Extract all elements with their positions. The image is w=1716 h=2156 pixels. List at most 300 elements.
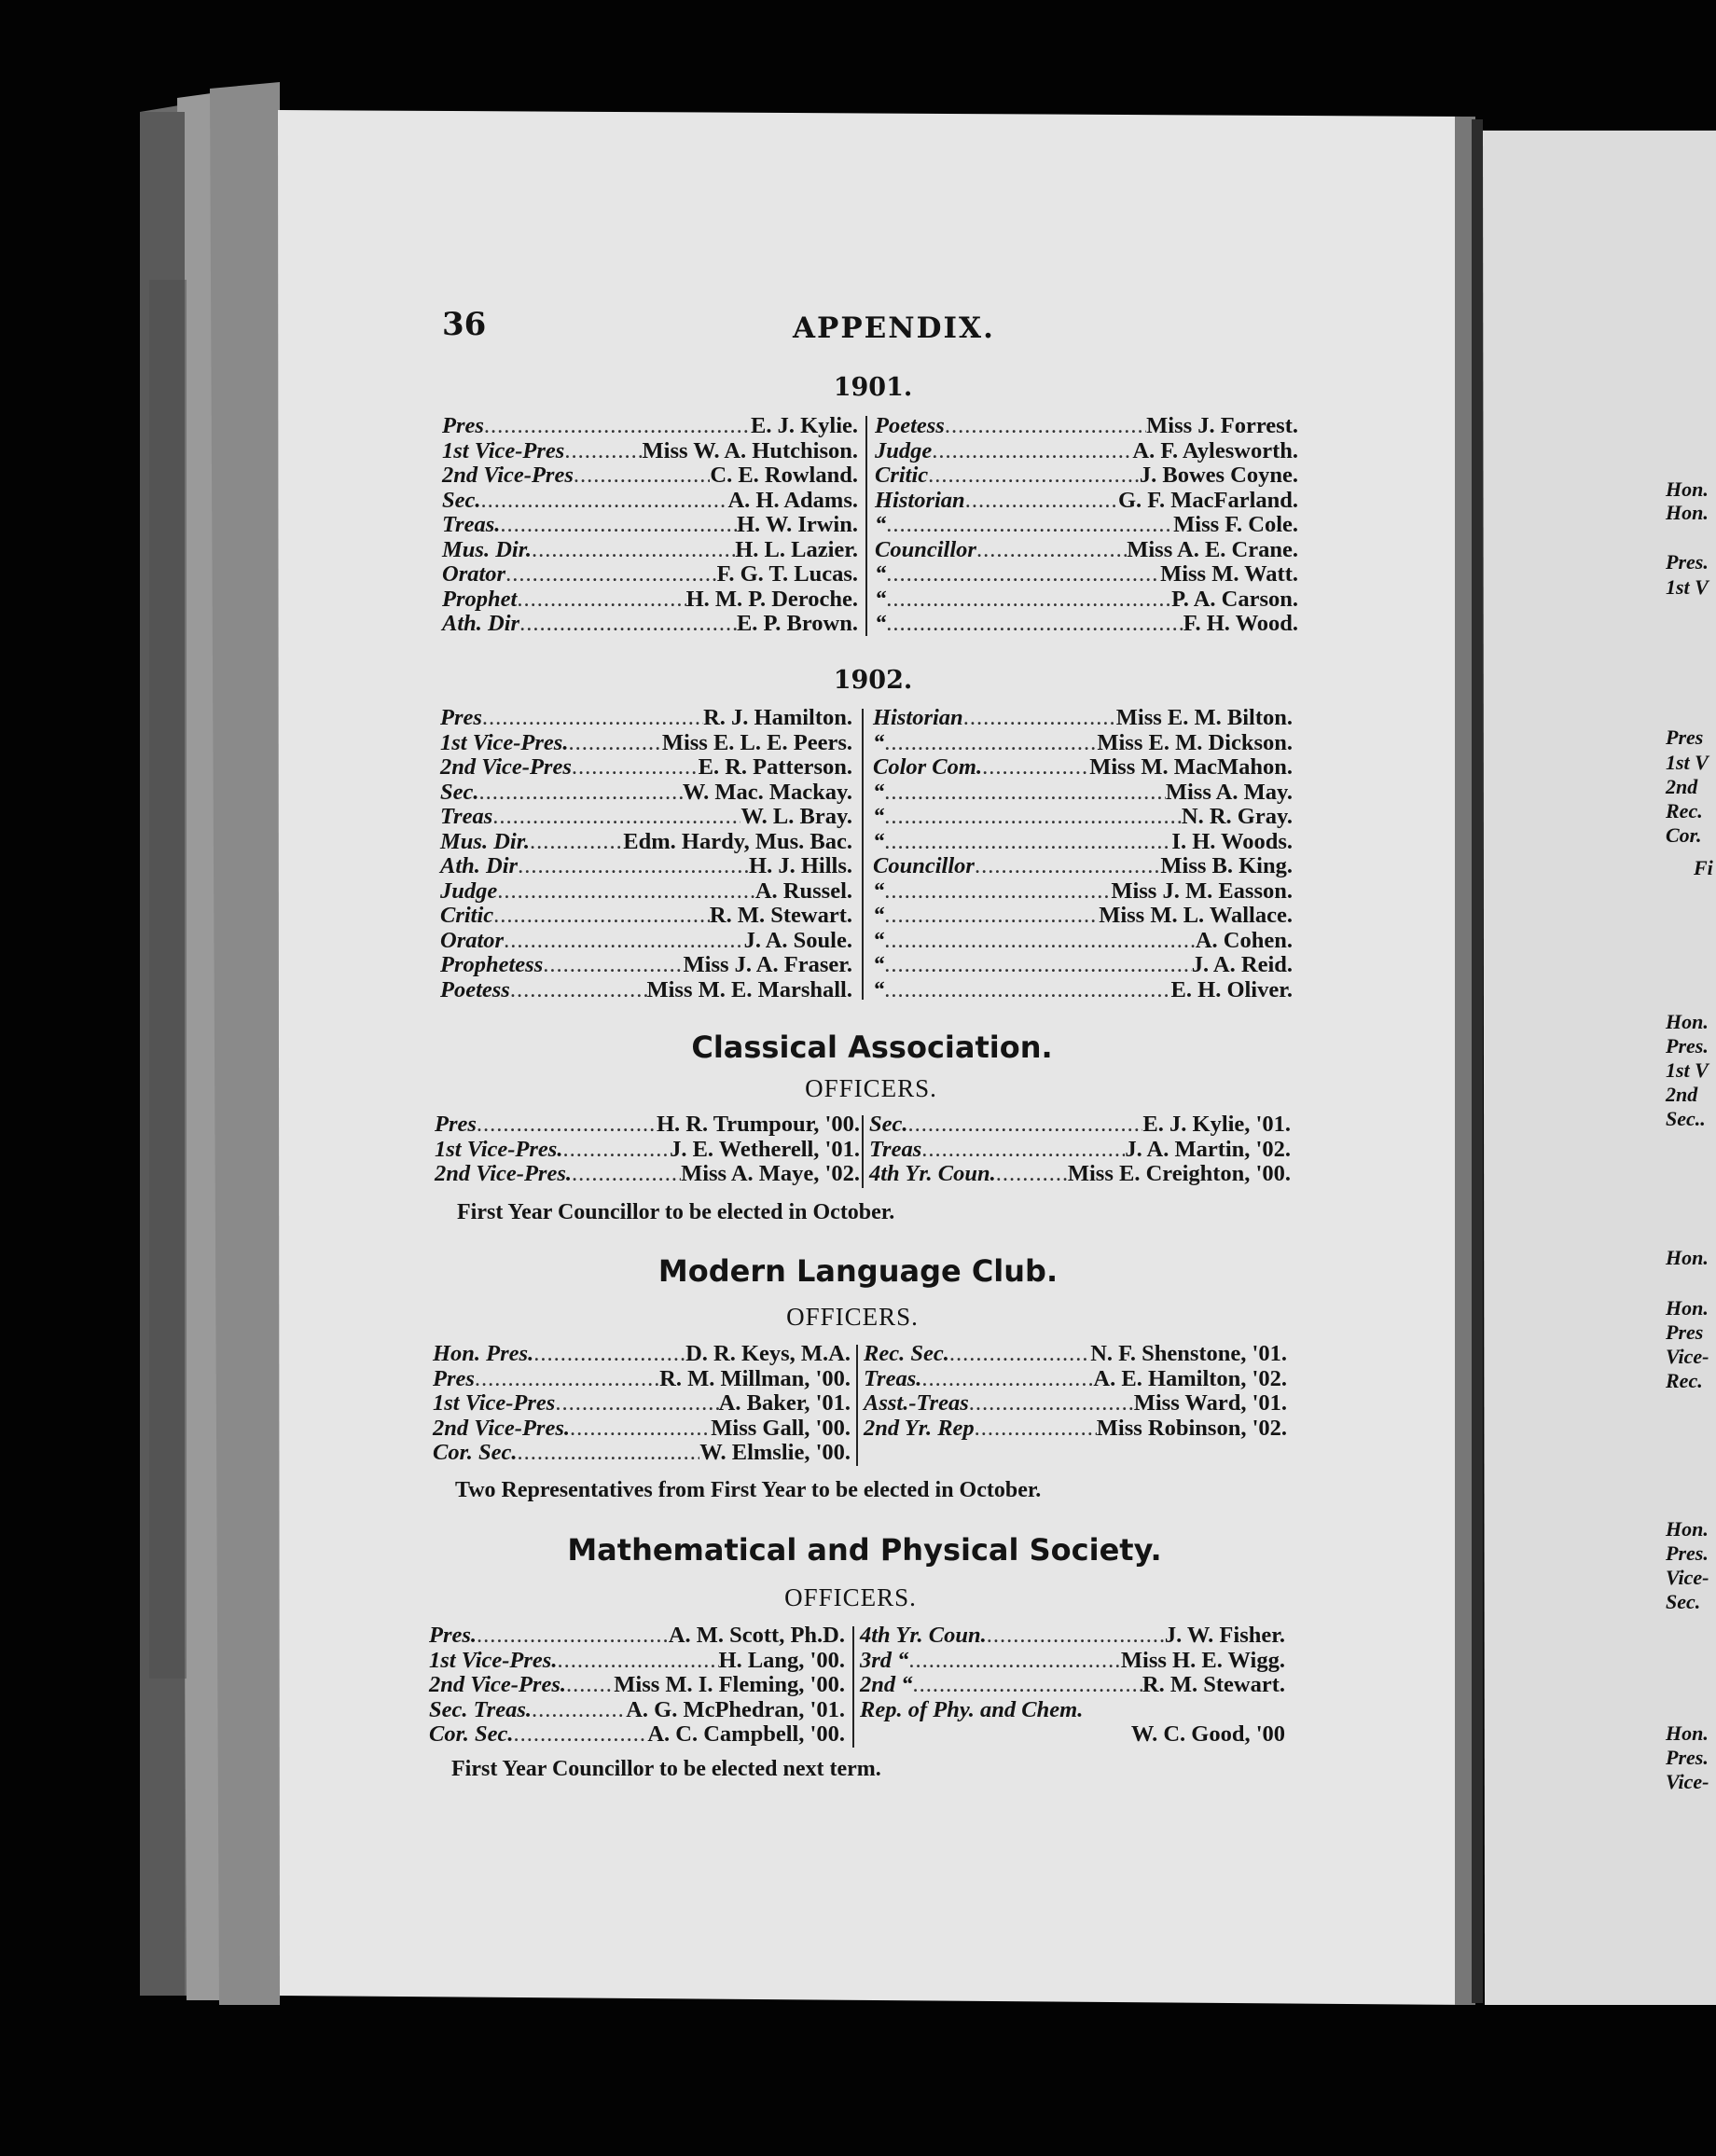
leader-dots	[497, 879, 755, 905]
next-page-fragment: Vice-	[1666, 1566, 1709, 1589]
year-1902-right-column	[873, 706, 1293, 1002]
officer-row	[873, 904, 1293, 929]
officer-row	[860, 1673, 1285, 1698]
officer-title: 2nd Vice-Pres.	[433, 1415, 570, 1441]
officer-title: Rec. Sec.	[864, 1341, 949, 1366]
leader-dots	[884, 904, 1099, 929]
leader-dots	[908, 1113, 1143, 1138]
leader-dots	[928, 463, 1140, 489]
officer-row	[433, 1441, 851, 1466]
classical-officers-heading: OFFICERS.	[805, 1074, 937, 1102]
officer-title: Rep. of Phy. and Chem.	[860, 1696, 1084, 1722]
officer-title: Treas	[440, 804, 493, 829]
modern-left-column	[433, 1342, 851, 1466]
officer-name: A. Baker, '01.	[718, 1390, 851, 1416]
year-1902-left-column	[440, 706, 852, 1002]
leader-dots	[481, 489, 728, 514]
leader-dots	[514, 1722, 648, 1748]
leader-dots	[921, 1138, 1125, 1163]
column-divider	[852, 1626, 854, 1748]
officer-title: Judge	[875, 437, 933, 463]
next-page-fragment: Hon.	[1666, 1296, 1709, 1320]
math-physical-society-title: Mathematical and Physical Society.	[567, 1532, 1162, 1568]
officer-name: C. E. Rowland.	[710, 463, 858, 488]
officer-name: H. M. P. Deroche.	[685, 586, 858, 612]
leader-dots	[963, 706, 1116, 731]
officer-title: Sec.	[440, 779, 479, 805]
leader-dots	[945, 414, 1146, 439]
officer-row	[440, 904, 852, 929]
classical-association-title: Classical Association.	[691, 1030, 1053, 1065]
officer-name: N. R. Gray.	[1181, 804, 1293, 829]
officer-title: “	[875, 586, 887, 612]
leader-dots	[475, 1367, 659, 1392]
officer-name: Miss M. L. Wallace.	[1099, 903, 1293, 928]
officer-name: Miss E. Creighton, '00.	[1067, 1161, 1291, 1186]
leader-dots	[530, 830, 623, 855]
officer-name: Miss B. King.	[1160, 853, 1293, 878]
officer-name: H. R. Trumpour, '00.	[656, 1112, 860, 1137]
officer-row	[864, 1342, 1287, 1367]
year-1901-heading: 1901.	[833, 373, 913, 402]
officer-name: F. H. Wood.	[1183, 611, 1298, 636]
officer-name: R. J. Hamilton.	[703, 705, 852, 730]
officer-title: Councillor	[873, 853, 975, 878]
officer-title: “	[875, 561, 887, 587]
officer-row	[875, 538, 1298, 563]
officer-row	[873, 706, 1293, 731]
next-page-fragment: 2nd	[1666, 1083, 1698, 1106]
year-1902-heading: 1902.	[833, 666, 913, 695]
officer-name: P. A. Carson.	[1171, 586, 1298, 612]
officer-name: H. J. Hills.	[749, 853, 852, 878]
leader-dots	[555, 1391, 718, 1417]
officer-title: Sec. Treas.	[429, 1696, 532, 1722]
officer-title: Sec.	[869, 1112, 908, 1137]
officer-title: Pres	[440, 705, 482, 730]
officer-row	[433, 1342, 851, 1367]
officer-name: Miss M. MacMahon.	[1089, 754, 1293, 780]
officer-row	[440, 854, 852, 879]
officer-title: Judge	[440, 878, 498, 904]
officer-name: A. G. McPhedran, '01.	[626, 1696, 845, 1722]
column-divider	[856, 1345, 858, 1466]
officer-name: R. M. Stewart.	[709, 903, 852, 928]
leader-dots	[519, 612, 737, 637]
next-page-fragment: Hon.	[1666, 1246, 1709, 1269]
leader-dots	[884, 929, 1196, 954]
officer-row	[442, 439, 858, 464]
column-divider	[862, 709, 864, 1000]
next-page-fragment: 1st V	[1666, 751, 1709, 774]
officer-row	[440, 830, 852, 855]
next-page-fragment: 2nd	[1666, 775, 1698, 798]
leader-dots	[477, 1113, 657, 1138]
officer-title: 1st Vice-Pres	[442, 437, 565, 463]
next-page-fragment: Fi	[1694, 856, 1713, 879]
officer-row	[435, 1113, 860, 1138]
officer-name: Miss J. Forrest.	[1146, 413, 1298, 438]
next-page-fragment: Pres	[1666, 1320, 1704, 1344]
officer-title: Prophet	[442, 586, 518, 612]
leader-dots	[532, 1698, 626, 1723]
math-right-column	[860, 1624, 1285, 1748]
officer-name: J. A. Reid.	[1191, 952, 1293, 977]
officer-name: Miss H. E. Wigg.	[1120, 1647, 1285, 1673]
leader-dots	[886, 513, 1173, 538]
officer-title: Orator	[442, 561, 506, 587]
officer-row	[873, 929, 1293, 954]
officer-title: Treas.	[864, 1365, 922, 1391]
leader-dots	[886, 612, 1183, 637]
officer-title: Poetess	[875, 413, 945, 438]
officer-title: “	[873, 729, 885, 755]
officer-row	[429, 1722, 845, 1748]
leader-dots	[969, 1391, 1134, 1417]
next-page-fragment: Vice-	[1666, 1345, 1709, 1368]
officer-row	[873, 781, 1293, 806]
officer-row	[442, 489, 858, 514]
officer-row	[442, 513, 858, 538]
leader-dots	[908, 1649, 1121, 1674]
officer-row	[864, 1391, 1287, 1417]
officer-name: E. H. Oliver.	[1170, 976, 1293, 1002]
officer-name: Miss J. A. Fraser.	[683, 952, 852, 977]
leader-dots	[965, 489, 1118, 514]
officer-title: Prophetess	[440, 952, 544, 977]
officer-name: W. C. Good, '00	[1130, 1721, 1285, 1747]
officer-row	[440, 706, 852, 731]
next-page-fragment: Rec.	[1666, 1369, 1703, 1392]
officer-row	[873, 953, 1293, 978]
officer-title: “	[875, 611, 887, 636]
leader-dots	[510, 978, 647, 1003]
leader-dots	[884, 978, 1170, 1003]
officer-title: Ath. Dir	[440, 853, 519, 878]
officer-row	[440, 805, 852, 830]
officer-name: J. W. Fisher.	[1164, 1623, 1285, 1648]
leader-dots	[492, 805, 740, 830]
leader-dots	[493, 904, 710, 929]
officer-row	[860, 1698, 1285, 1723]
leader-dots	[505, 562, 717, 587]
officer-name: F. G. T. Lucas.	[716, 561, 858, 587]
officer-name: N. F. Shenstone, '01.	[1090, 1341, 1287, 1366]
leader-dots	[976, 538, 1127, 563]
officer-title: Orator	[440, 927, 505, 953]
leader-dots	[884, 879, 1111, 905]
officer-name: R. M. Stewart.	[1142, 1672, 1285, 1697]
officer-name: W. Elmslie, '00.	[699, 1440, 851, 1465]
officer-row	[875, 489, 1298, 514]
officer-row	[869, 1113, 1291, 1138]
officer-title: “	[875, 512, 887, 537]
officer-name: A. Cohen.	[1195, 927, 1293, 953]
math-note: First Year Councillor to be elected next term.	[451, 1757, 881, 1781]
officer-name: Miss J. M. Easson.	[1111, 878, 1293, 904]
leader-dots	[975, 1417, 1097, 1442]
officer-name: E. R. Patterson.	[698, 754, 852, 780]
officer-title: “	[873, 952, 885, 977]
leader-dots	[566, 1673, 614, 1698]
officer-row	[875, 587, 1298, 613]
leader-dots	[884, 953, 1192, 978]
officer-row	[875, 562, 1298, 587]
officer-name: H. W. Irwin.	[736, 512, 858, 537]
officer-row	[435, 1162, 860, 1187]
officer-title: Treas.	[442, 512, 501, 537]
officer-name: Miss F. Cole.	[1173, 512, 1298, 537]
officer-row	[440, 978, 852, 1003]
officer-title: 4th Yr. Coun.	[860, 1623, 987, 1648]
classical-right-column	[869, 1113, 1291, 1187]
officer-title: 2nd Vice-Pres	[442, 463, 574, 488]
officer-name: E. J. Kylie, '01.	[1142, 1112, 1291, 1137]
next-page-fragment: Hon.	[1666, 1010, 1709, 1033]
officer-row	[442, 414, 858, 439]
officer-name: H. L. Lazier.	[735, 536, 858, 562]
officer-name: A. C. Campbell, '00.	[647, 1721, 845, 1747]
officer-name: A. H. Adams.	[727, 487, 858, 513]
leader-dots	[482, 706, 703, 731]
officer-title: Historian	[875, 487, 965, 513]
officer-row	[429, 1649, 845, 1674]
officer-name: A. E. Hamilton, '02.	[1093, 1365, 1287, 1391]
officer-row	[442, 463, 858, 489]
officer-title: Mus. Dir.	[440, 828, 531, 854]
officer-title: “	[873, 779, 885, 805]
next-page-fragment: Vice-	[1666, 1770, 1709, 1793]
officer-row	[873, 805, 1293, 830]
officer-title: “	[873, 976, 885, 1002]
classical-left-column	[435, 1113, 860, 1187]
officer-title: Critic	[875, 463, 929, 488]
officer-name: D. R. Keys, M.A.	[685, 1341, 851, 1366]
officer-row	[435, 1138, 860, 1163]
officer-name: Miss A. E. Crane.	[1127, 536, 1298, 562]
officer-row	[873, 830, 1293, 855]
officer-title: Cor. Sec.	[429, 1721, 514, 1747]
next-page-fragment: Pres.	[1666, 1541, 1709, 1565]
officer-name: A. Russel.	[754, 878, 852, 904]
officer-name: I. H. Woods.	[1171, 828, 1293, 854]
next-page-fragment: 1st V	[1666, 1058, 1709, 1082]
leader-dots	[932, 439, 1132, 464]
officer-name: Miss E. M. Dickson.	[1097, 729, 1293, 755]
officer-name: A. F. Aylesworth.	[1132, 437, 1298, 463]
officer-name: E. J. Kylie.	[750, 413, 858, 438]
officer-row	[440, 929, 852, 954]
officer-row	[869, 1138, 1291, 1163]
officer-title: “	[873, 878, 885, 904]
leader-dots	[518, 1441, 700, 1466]
leader-dots	[884, 830, 1171, 855]
math-left-column	[429, 1624, 845, 1748]
leader-dots	[884, 781, 1166, 806]
officer-title: 4th Yr. Coun.	[869, 1161, 996, 1186]
leader-dots	[574, 463, 711, 489]
officer-row	[873, 731, 1293, 756]
leader-dots	[533, 1342, 685, 1367]
leader-dots	[517, 587, 685, 613]
officer-name: R. M. Millman, '00.	[659, 1365, 851, 1391]
modern-language-club-title: Modern Language Club.	[657, 1253, 1059, 1289]
officer-name: Miss A. Maye, '02.	[681, 1161, 860, 1186]
leader-dots	[570, 1417, 711, 1442]
page-number: 36	[442, 306, 487, 343]
running-head: APPENDIX.	[793, 311, 995, 345]
officer-row	[873, 879, 1293, 905]
officer-title: “	[873, 927, 885, 953]
leader-dots	[477, 1624, 669, 1649]
officer-row	[440, 781, 852, 806]
officer-title: 1st Vice-Pres.	[435, 1136, 563, 1162]
officer-row	[433, 1417, 851, 1442]
next-page-fragment: Hon.	[1666, 501, 1709, 524]
officer-row	[433, 1367, 851, 1392]
leader-dots	[479, 781, 683, 806]
leader-dots	[572, 1162, 681, 1187]
officer-name: Miss M. E. Marshall.	[646, 976, 852, 1002]
column-divider	[865, 416, 867, 636]
leader-dots	[921, 1367, 1093, 1392]
officer-name: Miss Robinson, '02.	[1096, 1415, 1287, 1441]
leader-dots	[886, 587, 1171, 613]
leader-dots	[987, 1624, 1165, 1649]
officer-title: Treas	[869, 1136, 922, 1162]
officer-row	[875, 612, 1298, 637]
officer-name: E. P. Brown.	[736, 611, 858, 636]
officer-row	[429, 1698, 845, 1723]
officer-row	[875, 513, 1298, 538]
officer-row	[873, 755, 1293, 781]
leader-dots	[564, 439, 642, 464]
column-divider	[862, 1115, 864, 1188]
officer-title: Mus. Dir.	[442, 536, 533, 562]
officer-row	[864, 1417, 1287, 1442]
officer-title: 1st Vice-Pres	[433, 1390, 556, 1416]
officer-name: Miss Gall, '00.	[711, 1415, 851, 1441]
officer-title: 3rd “	[860, 1647, 909, 1673]
officer-title: “	[873, 804, 885, 829]
year-1901-left-column	[442, 414, 858, 637]
next-page-fragment: Sec..	[1666, 1107, 1706, 1130]
officer-row	[860, 1624, 1285, 1649]
officer-row	[873, 978, 1293, 1003]
officer-name: Miss W. A. Hutchison.	[642, 437, 858, 463]
leader-dots	[884, 805, 1182, 830]
leader-dots	[949, 1342, 1090, 1367]
next-page-fragment: Pres	[1666, 726, 1704, 749]
officer-name: J. A. Martin, '02.	[1125, 1136, 1291, 1162]
officer-title: 2nd Vice-Pres.	[435, 1161, 572, 1186]
leader-dots	[572, 755, 699, 781]
officer-name: G. F. MacFarland.	[1117, 487, 1298, 513]
officer-title: 2nd Vice-Pres	[440, 754, 572, 780]
officer-title: 1st Vice-Pres.	[429, 1647, 558, 1673]
officer-row	[440, 755, 852, 781]
officer-title: Ath. Dir	[442, 611, 520, 636]
leader-dots	[568, 731, 661, 756]
officer-title: Pres	[435, 1112, 477, 1137]
officer-title: Pres	[442, 413, 484, 438]
officer-row	[440, 731, 852, 756]
next-page-fragment: Pres.	[1666, 1034, 1709, 1057]
next-page-fragment: Hon.	[1666, 1517, 1709, 1541]
officer-title: Hon. Pres.	[433, 1341, 534, 1366]
officer-title: 1st Vice-Pres.	[440, 729, 569, 755]
officer-title: Critic	[440, 903, 494, 928]
officer-row	[875, 463, 1298, 489]
officer-title: 2nd Yr. Rep	[864, 1415, 975, 1441]
officer-row	[429, 1673, 845, 1698]
officer-name: J. A. Soule.	[743, 927, 852, 953]
officer-title: “	[873, 903, 885, 928]
leader-dots	[557, 1649, 718, 1674]
officer-row	[429, 1624, 845, 1649]
officer-row	[875, 439, 1298, 464]
officer-name: Miss M. I. Fleming, '00.	[614, 1672, 845, 1697]
year-1901-right-column	[875, 414, 1298, 637]
officer-row	[873, 854, 1293, 879]
officer-row	[440, 879, 852, 905]
officer-title: Poetess	[440, 976, 510, 1002]
officer-row	[860, 1649, 1285, 1674]
officer-title: Councillor	[875, 536, 976, 562]
leader-dots	[543, 953, 683, 978]
next-page-fragment: Hon.	[1666, 477, 1709, 501]
officer-title: Sec.	[442, 487, 481, 513]
officer-name: Miss M. Watt.	[1160, 561, 1298, 587]
leader-dots	[982, 755, 1089, 781]
math-officers-heading: OFFICERS.	[784, 1583, 917, 1611]
officer-name: Miss Ward, '01.	[1133, 1390, 1287, 1416]
leader-dots	[500, 513, 737, 538]
leader-dots	[562, 1138, 670, 1163]
leader-dots	[913, 1673, 1142, 1698]
officer-title: “	[873, 828, 885, 854]
officer-name: Edm. Hardy, Mus. Bac.	[623, 828, 852, 854]
leader-dots	[886, 562, 1160, 587]
officer-row	[433, 1391, 851, 1417]
officer-name: Miss E. M. Bilton.	[1115, 705, 1293, 730]
officer-title: Pres	[433, 1365, 475, 1391]
officer-row	[442, 562, 858, 587]
officer-name: Miss A. May.	[1165, 779, 1293, 805]
leader-dots	[532, 538, 735, 563]
modern-note: Two Representatives from First Year to be elected in October.	[455, 1478, 1042, 1502]
leader-dots	[484, 414, 751, 439]
officer-title: 2nd Vice-Pres.	[429, 1672, 566, 1697]
officer-row	[864, 1367, 1287, 1392]
officer-title: Color Com.	[873, 754, 983, 780]
next-page-fragment: Hon.	[1666, 1721, 1709, 1745]
next-page-fragment: Rec.	[1666, 799, 1703, 822]
officer-row	[440, 953, 852, 978]
next-page-fragment: Pres.	[1666, 1746, 1709, 1769]
officer-row	[869, 1162, 1291, 1187]
officer-row	[442, 538, 858, 563]
leader-dots	[996, 1162, 1068, 1187]
next-page-fragment: 1st V	[1666, 575, 1709, 599]
officer-row	[442, 587, 858, 613]
officer-name: A. M. Scott, Ph.D.	[668, 1623, 845, 1648]
officer-row	[860, 1722, 1285, 1748]
officer-title: Pres.	[429, 1623, 477, 1648]
officer-name: W. Mac. Mackay.	[682, 779, 852, 805]
next-page-fragment: Pres.	[1666, 550, 1709, 574]
officer-name: Miss E. L. E. Peers.	[661, 729, 852, 755]
